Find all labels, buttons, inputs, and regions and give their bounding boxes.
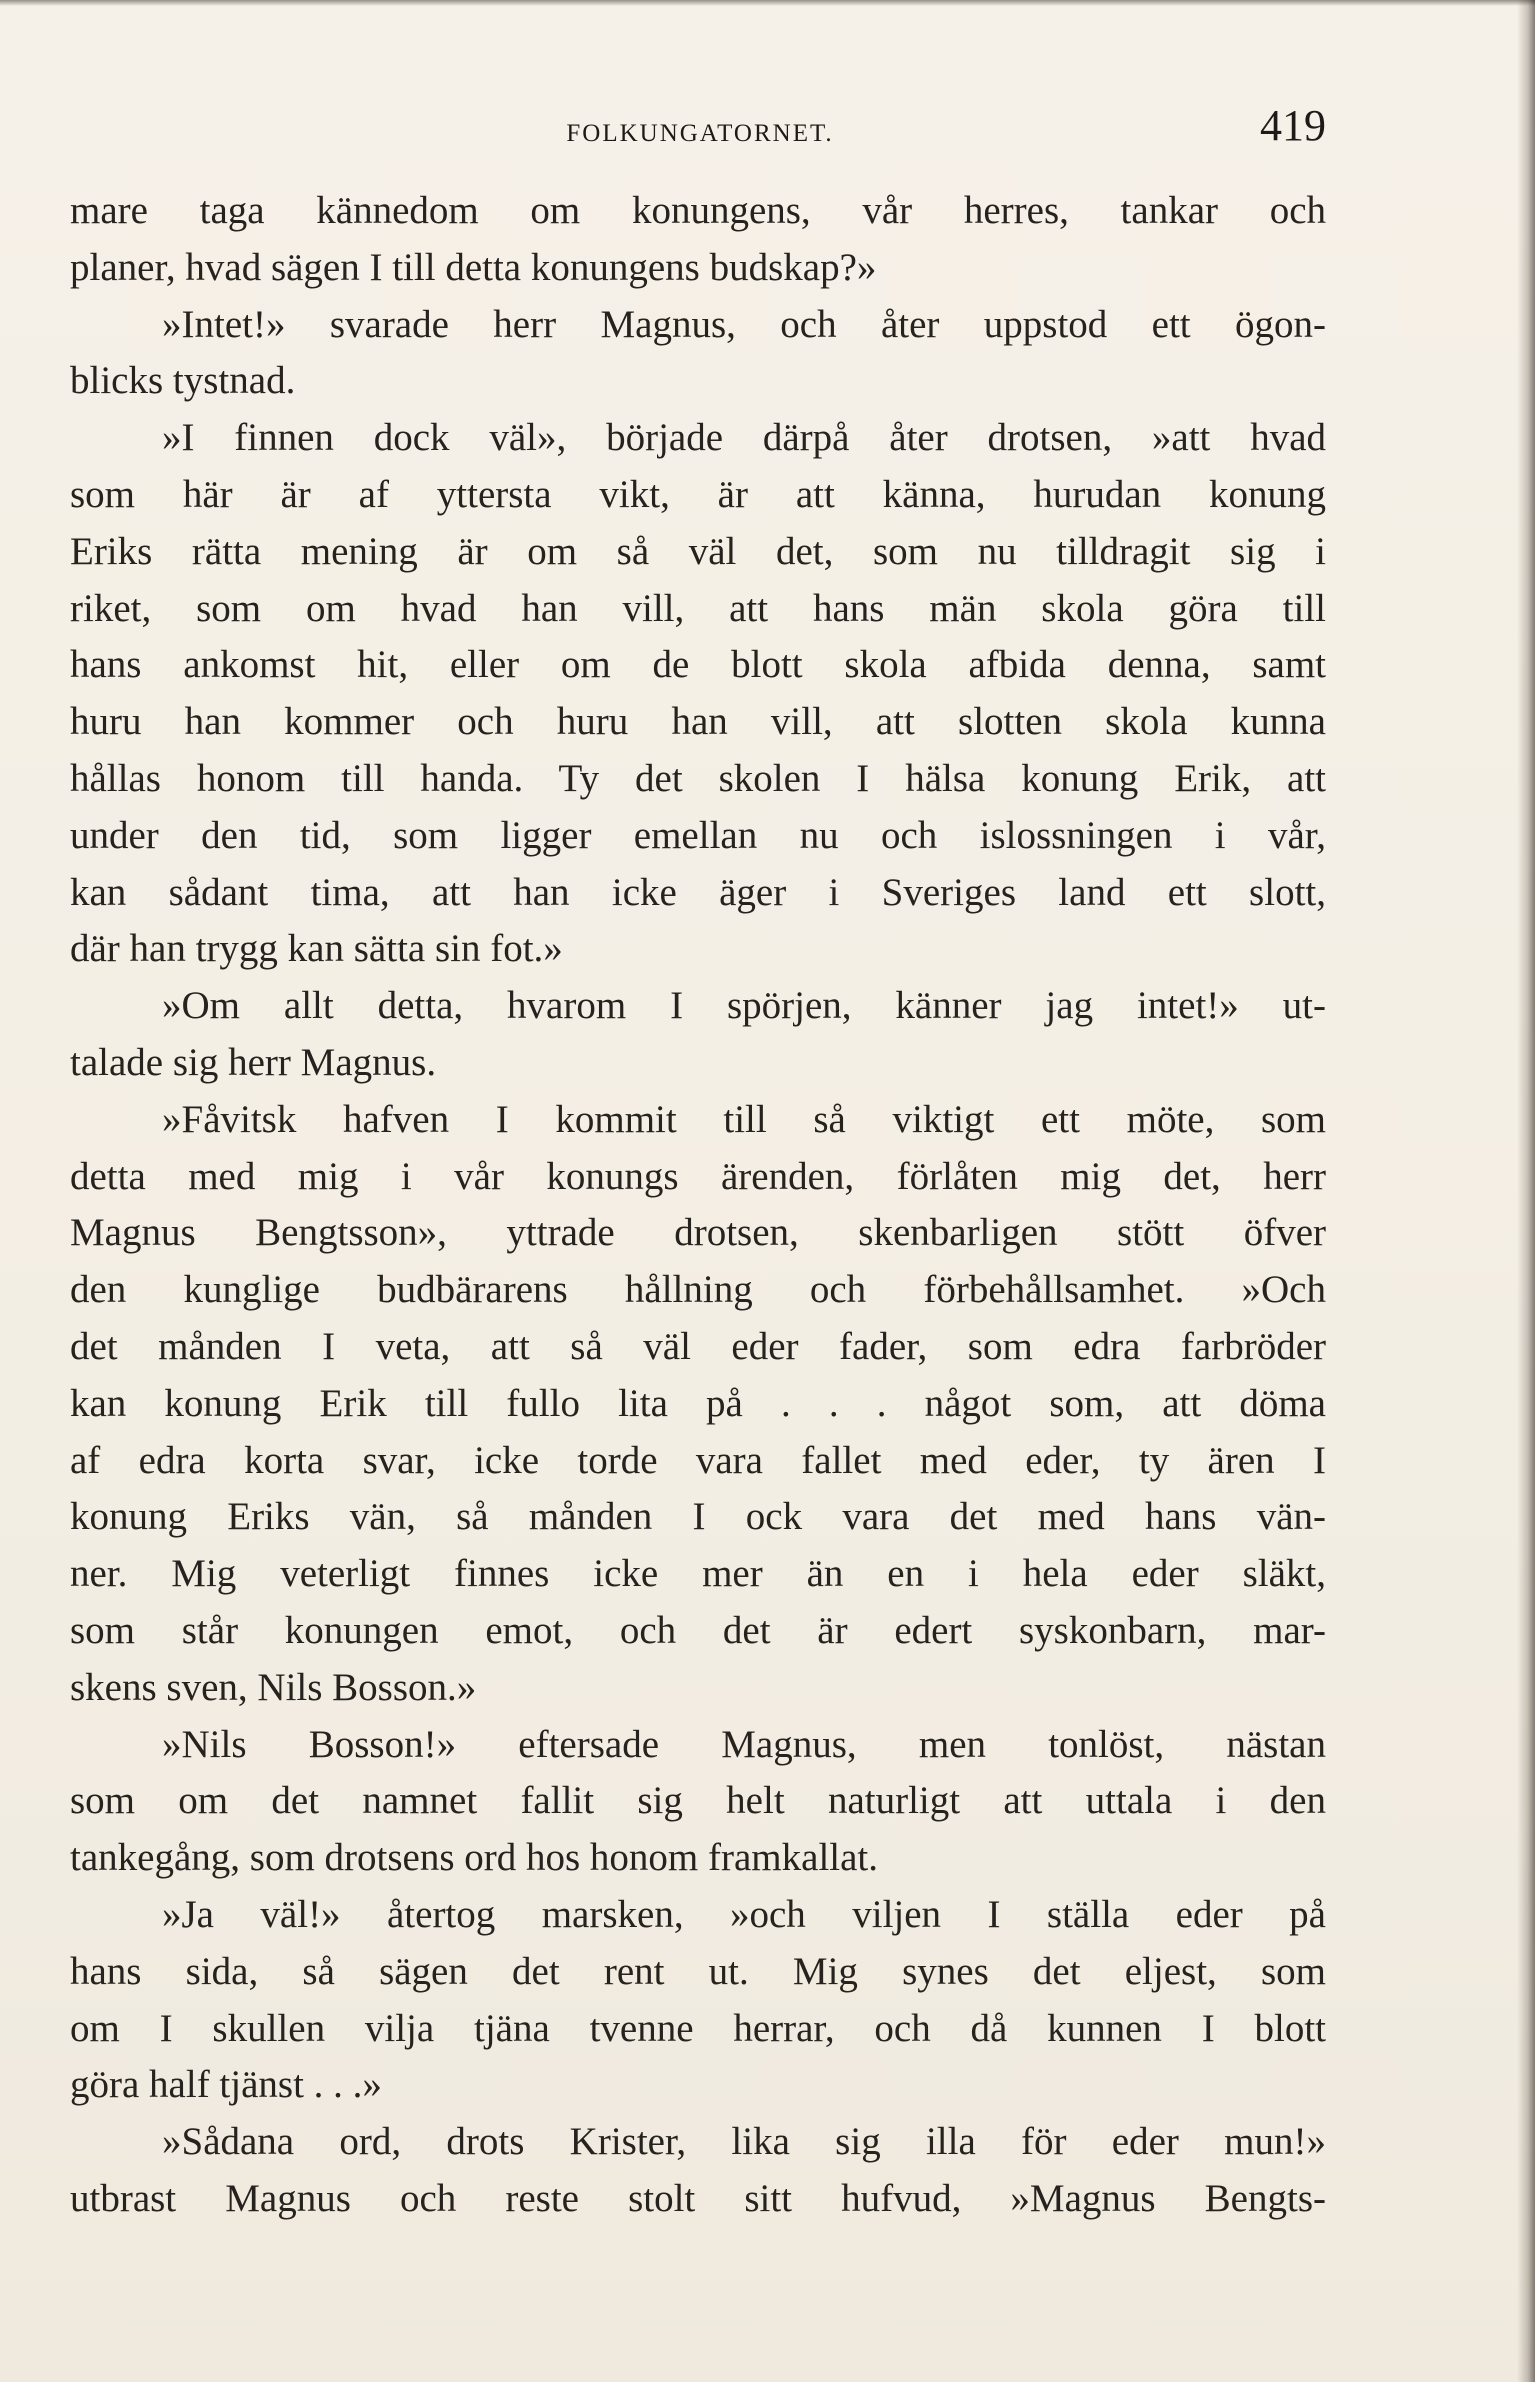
text-line: utbrast Magnus och reste stolt sitt hufvud, »Magnus Bengts- [70, 2176, 1326, 2220]
body-text [70, 183, 1326, 2228]
page-number: 419 [1260, 101, 1326, 150]
text-line: Eriks rätta mening är om så väl det, som nu tilldragit sig i [70, 529, 1326, 573]
text-line: af edra korta svar, icke torde vara fallet med eder, ty ären I [70, 1438, 1326, 1482]
text-line: »I finnen dock väl», började därpå åter drotsen, »att hvad [162, 416, 1326, 460]
text-line: som står konungen emot, och det är edert syskonbarn, mar- [70, 1608, 1326, 1652]
text-line: huru han kommer och huru han vill, att slotten skola kunna [70, 700, 1326, 744]
text-line: ner. Mig veterligt finnes icke mer än en i hela eder släkt, [70, 1552, 1326, 1596]
text-line: »Ja väl!» återtog marsken, »och viljen I ställa eder på [162, 1892, 1326, 1936]
text-line: Magnus Bengtsson», yttrade drotsen, skenbarligen stött öfver [70, 1211, 1326, 1255]
text-line: kan konung Erik till fullo lita på . . . något som, att döma [70, 1381, 1326, 1425]
running-title: FOLKUNGATORNET. [566, 120, 834, 147]
page-top-edge-shadow [0, 0, 1535, 6]
text-line: som om det namnet fallit sig helt naturligt att uttala i den [70, 1779, 1326, 1823]
text-line: under den tid, som ligger emellan nu och islossningen i vår, [70, 813, 1326, 857]
text-line: den kunglige budbärarens hållning och förbehållsamhet. »Och [70, 1268, 1326, 1312]
text-line: hans sida, så sägen det rent ut. Mig synes det eljest, som [70, 1949, 1326, 1993]
text-line: tankegång, som drotsens ord hos honom framkallat. [70, 1836, 879, 1880]
text-line: skens sven, Nils Bosson.» [70, 1665, 477, 1709]
text-line: konung Eriks vän, så månden I ock vara det med hans vän- [70, 1495, 1326, 1539]
text-line: mare taga kännedom om konungens, vår herres, tankar och [70, 189, 1326, 232]
text-line: »Fåvitsk hafven I kommit till så viktigt ett möte, som [162, 1097, 1326, 1141]
text-line: göra half tjänst . . .» [70, 2063, 382, 2107]
text-line: där han trygg kan sätta sin fot.» [70, 927, 563, 971]
page-right-edge-shadow [1517, 0, 1535, 2382]
text-line: »Om allt detta, hvarom I spörjen, känner jag intet!» ut- [162, 984, 1326, 1028]
text-line: det månden I veta, att så väl eder fader, som edra farbröder [70, 1324, 1326, 1368]
text-line: hållas honom till handa. Ty det skolen I hälsa konung Erik, att [70, 756, 1326, 800]
text-line: planer, hvad sägen I till detta konungens budskap?» [70, 245, 877, 289]
text-line: kan sådant tima, att han icke äger i Sveriges land ett slott, [70, 870, 1326, 914]
text-line: »Intet!» svarade herr Magnus, och åter uppstod ett ögon- [162, 302, 1326, 346]
text-line: som här är af yttersta vikt, är att känna, hurudan konung [70, 472, 1326, 516]
text-line: detta med mig i vår konungs ärenden, förlåten mig det, herr [70, 1154, 1326, 1198]
text-line: »Nils Bosson!» eftersade Magnus, men tonlöst, nästan [162, 1722, 1326, 1766]
text-line: talade sig herr Magnus. [70, 1040, 437, 1084]
text-line: »Sådana ord, drots Krister, lika sig illa för eder mun!» [162, 2120, 1326, 2164]
text-line: om I skullen vilja tjäna tvenne herrar, och då kunnen I blott [70, 2006, 1326, 2050]
text-line: riket, som om hvad han vill, att hans män skola göra till [70, 586, 1326, 630]
page-header [74, 100, 1326, 160]
text-line: hans ankomst hit, eller om de blott skola afbida denna, samt [70, 643, 1326, 687]
text-line: blicks tystnad. [70, 359, 296, 403]
